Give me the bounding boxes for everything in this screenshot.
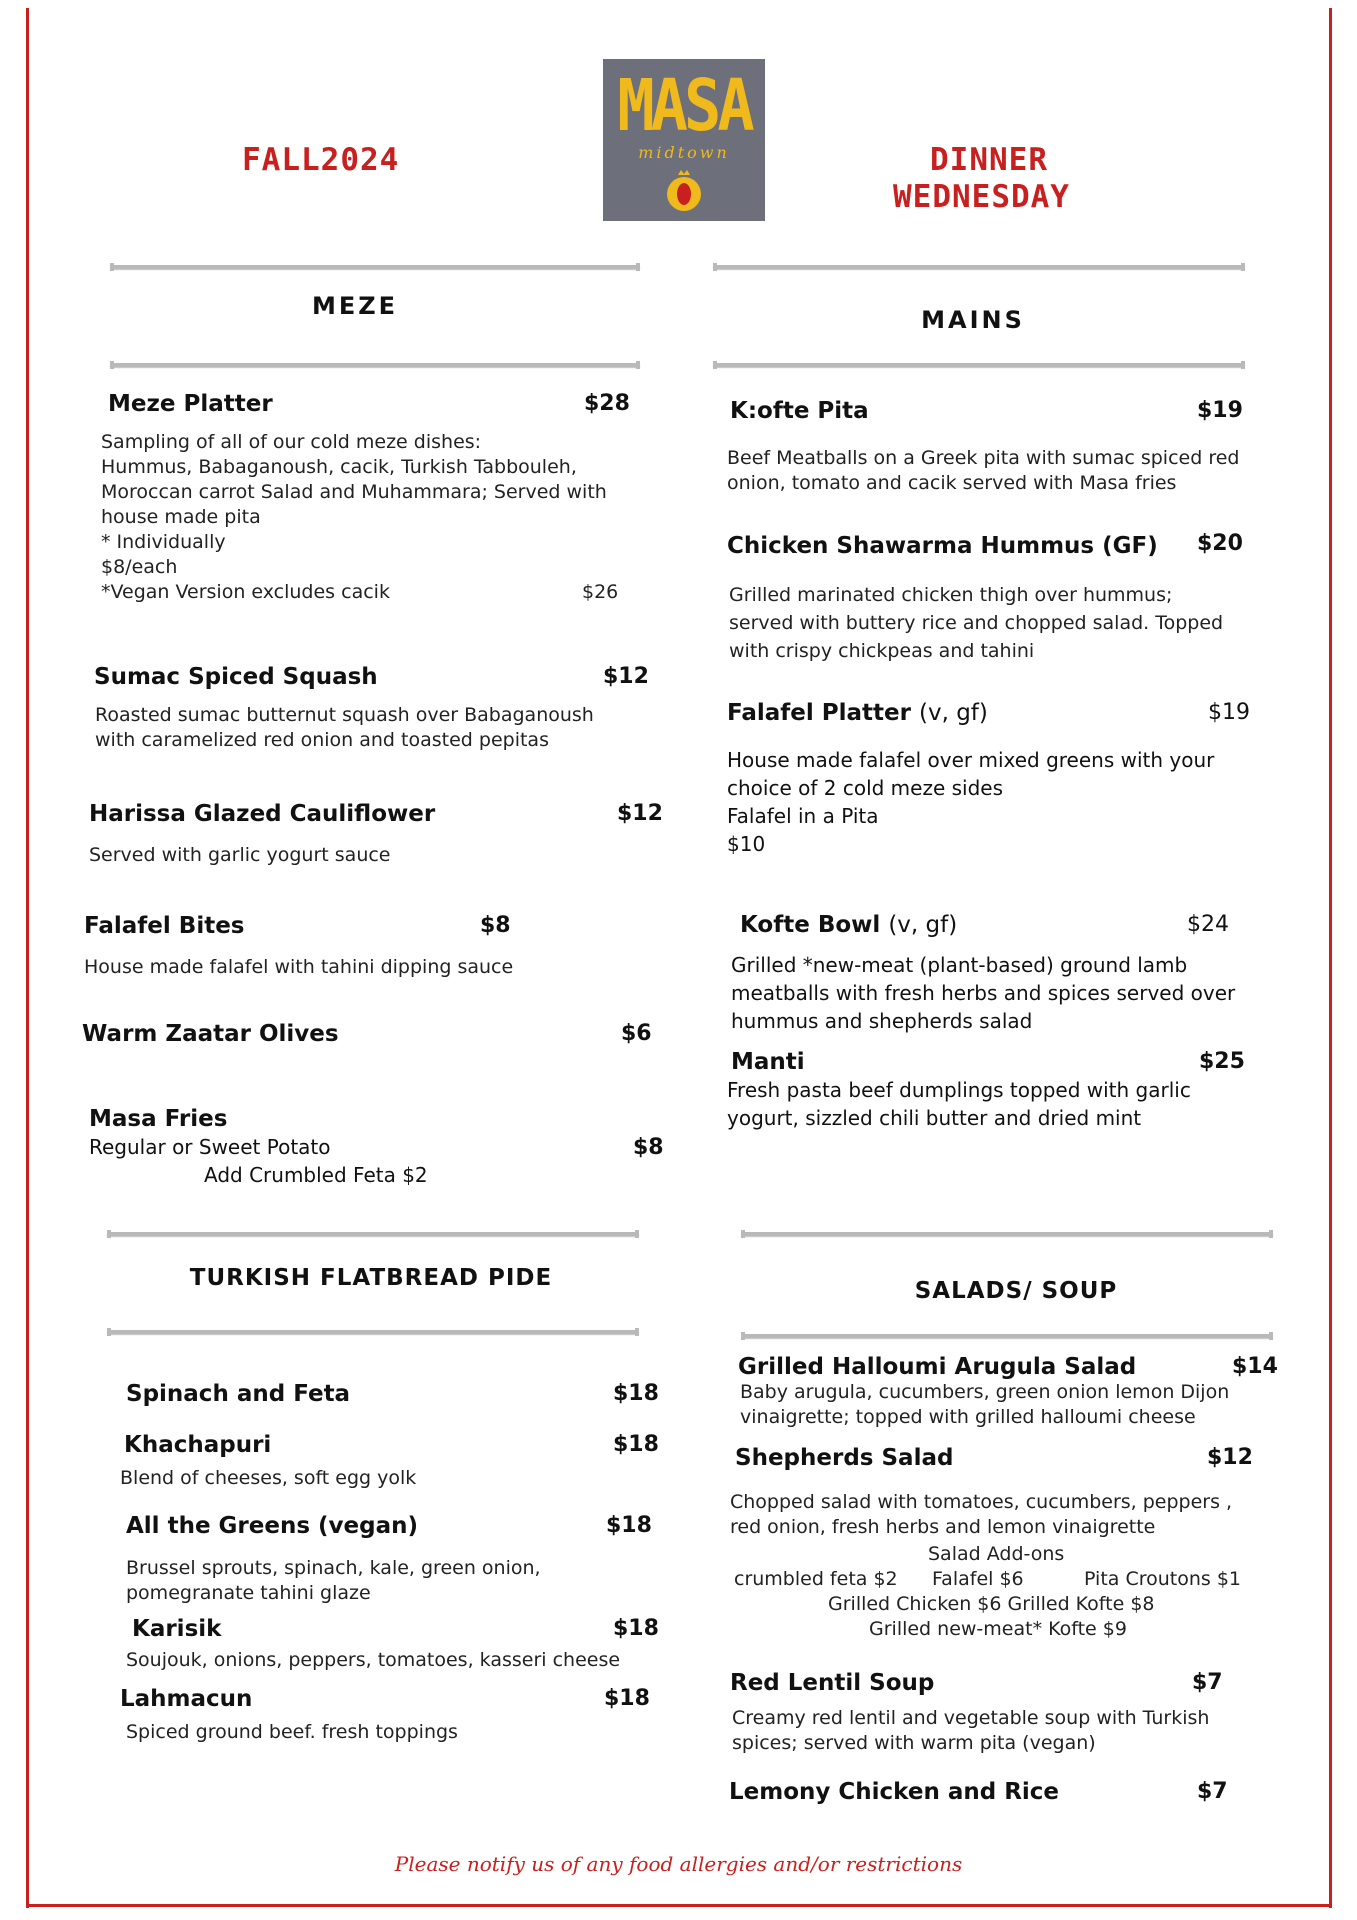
meze-platter-vegan-price: $26	[582, 581, 619, 603]
desc-line: Baby arugula, cucumbers, green onion lemon Dijon	[740, 1381, 1230, 1403]
desc-line: Grilled *new-meat (plant-based) ground lamb	[731, 953, 1188, 977]
manti-name: Manti	[731, 1049, 805, 1075]
desc-line: Moroccan carrot Salad and Muhammara; Served with	[101, 481, 607, 503]
masa-fries-desc: Regular or Sweet Potato	[89, 1135, 331, 1159]
desc-line: Roasted sumac butternut squash over Babaganoush	[95, 704, 594, 726]
shepherds-salad-desc	[730, 1490, 1232, 1540]
olives-name: Warm Zaatar Olives	[82, 1021, 339, 1047]
lahmacun-price: $18	[604, 1686, 650, 1711]
desc-line: Falafel in a Pita	[727, 804, 879, 828]
addon-line-2: Grilled Chicken $6 Grilled Kofte $8	[828, 1593, 1155, 1615]
desc-line: with caramelized red onion and toasted pepitas	[95, 729, 549, 751]
addon-falafel: Falafel $6	[932, 1568, 1024, 1590]
salads-bar-bottom	[741, 1334, 1273, 1338]
cauliflower-name: Harissa Glazed Cauliflower	[89, 801, 436, 827]
meze-bar-bottom	[110, 363, 640, 367]
pomegranate-icon	[664, 169, 704, 213]
kofte-bowl-name	[740, 912, 957, 938]
karisik-price: $18	[613, 1616, 659, 1641]
manti-price: $25	[1199, 1049, 1245, 1074]
salads-title: SALADS/ SOUP	[914, 1278, 1118, 1304]
masa-logo	[603, 59, 765, 221]
chicken-rice-price: $7	[1197, 1779, 1228, 1804]
lahmacun-desc: Spiced ground beef. fresh toppings	[126, 1721, 458, 1743]
olives-price: $6	[621, 1021, 652, 1046]
sumac-squash-desc	[95, 703, 594, 753]
meze-platter-name: Meze Platter	[108, 391, 273, 417]
cauliflower-price: $12	[617, 801, 663, 826]
lentil-soup-name: Red Lentil Soup	[730, 1670, 935, 1696]
meze-platter-price: $28	[584, 391, 630, 416]
logo-wordmark: MASA	[617, 63, 751, 148]
addon-feta: crumbled feta $2	[734, 1568, 898, 1590]
desc-line: Sampling of all of our cold meze dishes:	[101, 431, 482, 453]
desc-line: spices; served with warm pita (vegan)	[732, 1732, 1096, 1754]
desc-line: Chopped salad with tomatoes, cucumbers, peppers ,	[730, 1491, 1233, 1513]
kofte-bowl-desc	[731, 951, 1235, 1035]
addon-croutons: Pita Croutons $1	[1084, 1568, 1242, 1590]
shawarma-name: Chicken Shawarma Hummus (GF)	[727, 533, 1158, 559]
shawarma-desc	[729, 581, 1223, 665]
pide-bar-top	[107, 1232, 639, 1236]
pide-bar-bottom	[107, 1330, 639, 1334]
desc-line: $10	[727, 832, 766, 856]
desc-line: *Vegan Version excludes cacik	[101, 581, 390, 603]
frame-right-border	[1329, 8, 1332, 1908]
shepherds-salad-price: $12	[1207, 1445, 1253, 1470]
desc-line: red onion, fresh herbs and lemon vinaigrette	[730, 1516, 1156, 1538]
desc-line: house made pita	[101, 506, 261, 528]
kofte-pita-desc	[727, 446, 1239, 496]
cauliflower-desc: Served with garlic yogurt sauce	[89, 844, 391, 866]
all-greens-price: $18	[606, 1513, 652, 1538]
halloumi-salad-price: $14	[1232, 1354, 1278, 1379]
frame-left-border	[26, 8, 29, 1908]
lentil-soup-price: $7	[1192, 1670, 1223, 1695]
masa-fries-addon: Add Crumbled Feta $2	[204, 1163, 428, 1187]
khachapuri-price: $18	[613, 1432, 659, 1457]
season-label: FALL2024	[242, 142, 400, 178]
desc-line: Fresh pasta beef dumplings topped with garlic	[727, 1078, 1191, 1102]
meze-bar-top	[110, 265, 640, 269]
service-line-2: WEDNESDAY	[893, 179, 1070, 215]
desc-line: Creamy red lentil and vegetable soup with Turkish	[732, 1707, 1210, 1729]
desc-line: Hummus, Babaganoush, cacik, Turkish Tabbouleh,	[101, 456, 577, 478]
desc-line: pomegranate tahini glaze	[126, 1582, 371, 1604]
desc-line: Brussel sprouts, spinach, kale, green onion,	[126, 1557, 541, 1579]
kofte-pita-price: $19	[1197, 398, 1243, 423]
falafel-platter-desc	[727, 746, 1214, 858]
desc-line: House made falafel over mixed greens with your	[727, 748, 1215, 772]
mains-bar-top	[713, 265, 1245, 269]
manti-desc	[727, 1076, 1191, 1132]
falafel-platter-title: Falafel Platter	[727, 700, 911, 726]
kofte-bowl-tag: (v, gf)	[888, 912, 958, 938]
spinach-feta-price: $18	[613, 1381, 659, 1406]
spinach-feta-name: Spinach and Feta	[126, 1381, 351, 1407]
lentil-soup-desc	[732, 1706, 1209, 1756]
kofte-bowl-title: Kofte Bowl	[740, 912, 881, 938]
desc-line: with crispy chickpeas and tahini	[729, 640, 1035, 662]
pide-title: TURKISH FLATBREAD PIDE	[189, 1265, 553, 1291]
salads-bar-top	[741, 1232, 1273, 1236]
shepherds-salad-name: Shepherds Salad	[735, 1445, 954, 1471]
salad-addons-title: Salad Add-ons	[928, 1543, 1065, 1565]
desc-line: meatballs with fresh herbs and spices served over	[731, 981, 1236, 1005]
chicken-rice-name: Lemony Chicken and Rice	[729, 1779, 1060, 1805]
lahmacun-name: Lahmacun	[120, 1686, 253, 1712]
meze-platter-desc	[101, 430, 607, 605]
allergy-notice: Please notify us of any food allergies and/or restrictions	[394, 1852, 963, 1876]
desc-line: onion, tomato and cacik served with Masa fries	[727, 472, 1177, 494]
addon-line-3: Grilled new-meat* Kofte $9	[869, 1618, 1127, 1640]
falafel-platter-price: $19	[1208, 700, 1250, 725]
desc-line: * Individually	[101, 531, 226, 553]
desc-line: served with buttery rice and chopped salad. Topped	[729, 612, 1224, 634]
service-line-1: DINNER	[930, 142, 1048, 178]
meze-title: MEZE	[311, 292, 399, 320]
masa-fries-name: Masa Fries	[89, 1106, 228, 1132]
desc-line: $8/each	[101, 556, 178, 578]
kofte-bowl-price: $24	[1187, 912, 1229, 937]
falafel-bites-name: Falafel Bites	[84, 913, 245, 939]
karisik-desc: Soujouk, onions, peppers, tomatoes, kasseri cheese	[126, 1649, 621, 1671]
desc-line: vinaigrette; topped with grilled halloumi cheese	[740, 1406, 1196, 1428]
logo-subtitle: midtown	[638, 143, 730, 162]
desc-line: hummus and shepherds salad	[731, 1009, 1033, 1033]
desc-line: yogurt, sizzled chili butter and dried mint	[727, 1106, 1142, 1130]
shawarma-price: $20	[1197, 531, 1243, 556]
falafel-bites-price: $8	[480, 913, 511, 938]
masa-fries-price: $8	[633, 1135, 664, 1160]
mains-title: MAINS	[921, 306, 1025, 334]
frame-bottom-border	[26, 1904, 1332, 1907]
sumac-squash-price: $12	[603, 664, 649, 689]
halloumi-salad-desc	[740, 1380, 1229, 1430]
falafel-platter-tag: (v, gf)	[919, 700, 988, 726]
khachapuri-desc: Blend of cheeses, soft egg yolk	[120, 1467, 417, 1489]
halloumi-salad-name: Grilled Halloumi Arugula Salad	[738, 1354, 1137, 1380]
mains-bar-bottom	[713, 363, 1245, 367]
karisik-name: Karisik	[132, 1616, 222, 1642]
desc-line: Beef Meatballs on a Greek pita with sumac spiced red	[727, 447, 1240, 469]
khachapuri-name: Khachapuri	[124, 1432, 272, 1458]
all-greens-name: All the Greens (vegan)	[126, 1513, 419, 1539]
falafel-bites-desc: House made falafel with tahini dipping sauce	[84, 956, 514, 978]
kofte-pita-name: K:ofte Pita	[730, 398, 869, 424]
desc-line: choice of 2 cold meze sides	[727, 776, 1004, 800]
falafel-platter-name	[727, 700, 988, 726]
sumac-squash-name: Sumac Spiced Squash	[94, 664, 378, 690]
all-greens-desc	[126, 1556, 541, 1606]
desc-line: Grilled marinated chicken thigh over hummus;	[729, 584, 1173, 606]
